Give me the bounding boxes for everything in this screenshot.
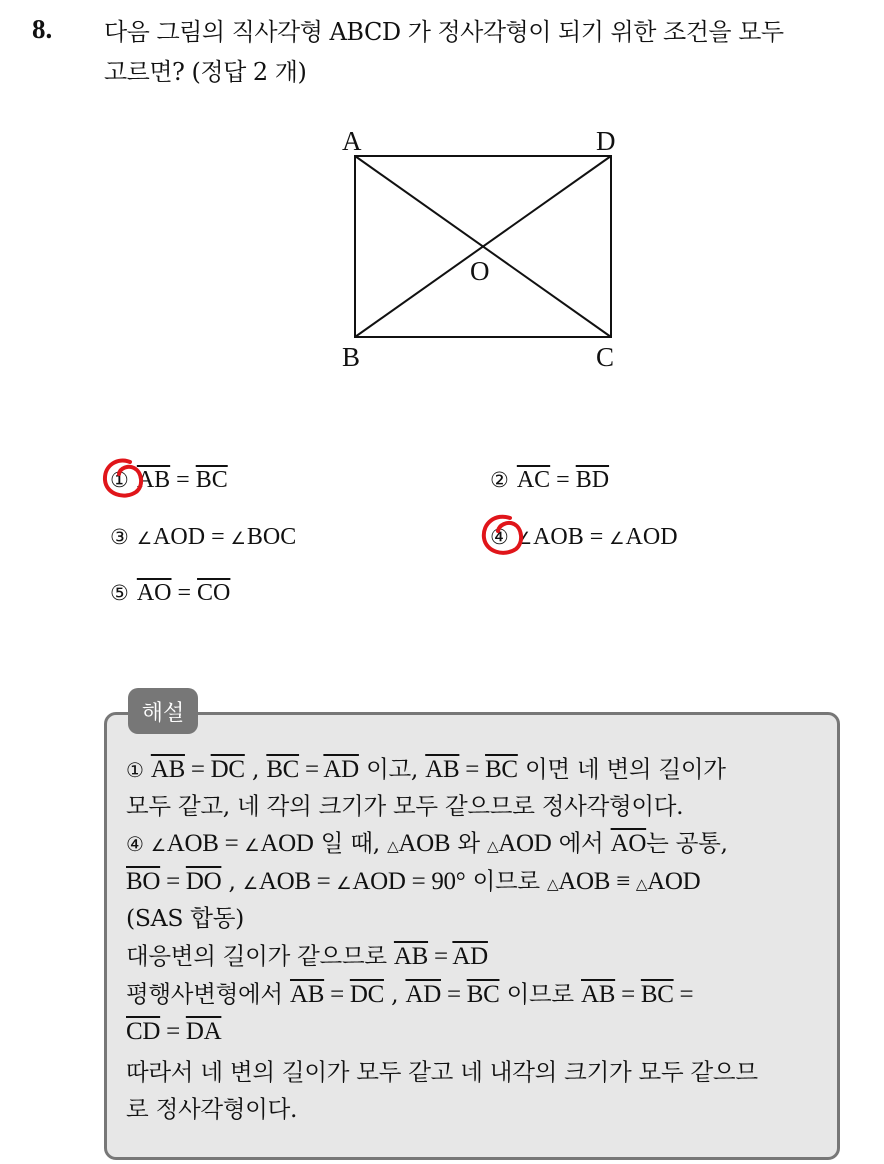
separator: , [244, 755, 267, 783]
equals: = [324, 981, 350, 1008]
explanation-line-2: 모두 같고, 네 각의 크기가 모두 같으므로 정사각형이다. [126, 792, 684, 820]
equals: = [160, 1018, 186, 1045]
angle-symbol: ∠ [244, 836, 260, 856]
segment: $\overline{BC}$ [466, 981, 500, 1008]
segment: $\overline{AB}$ [425, 756, 460, 783]
circled-number: ① [126, 758, 144, 782]
segment: $\overline{AB}$ [581, 981, 616, 1008]
triangle-name: AOD [498, 830, 552, 857]
equals: = [550, 467, 576, 493]
equals: = [171, 580, 198, 606]
vertex-label-a: A [342, 126, 362, 156]
explanation-line-6 [126, 939, 488, 974]
question-line-2: 고르면? (정답 2 개) [104, 58, 307, 86]
triangle-symbol: △ [387, 837, 399, 855]
text: 에서 [551, 829, 611, 857]
rectangle-figure [330, 122, 640, 376]
segment: $\overline{AB}$ [136, 467, 171, 493]
triangle-name: AOB [558, 868, 611, 895]
question-text [104, 12, 864, 92]
segment: $\overline{CO}$ [197, 580, 231, 606]
angle-symbol: ∠ [336, 874, 352, 894]
text: 이고, [358, 755, 426, 783]
angle-name: AOD [153, 524, 206, 550]
equals: = [428, 943, 453, 970]
segment: $\overline{BD}$ [575, 467, 610, 493]
angle-name: AOB [258, 868, 311, 895]
answer-mark-1 [100, 456, 150, 502]
segment: $\overline{DO}$ [185, 868, 222, 895]
rectangle-diagram [330, 122, 640, 372]
separator: , [221, 867, 243, 895]
angle-name: AOD [260, 830, 314, 857]
choice-3[interactable] [110, 521, 296, 555]
explanation-line-7 [126, 977, 693, 1012]
triangle-name: AOB [398, 830, 451, 857]
segment: $\overline{DA}$ [185, 1018, 222, 1045]
segment: $\overline{AO}$ [136, 580, 172, 606]
angle-symbol: ∠ [230, 529, 246, 549]
explanation-line-5: (SAS 합동) [126, 904, 244, 932]
angle-name: AOD [625, 524, 678, 550]
explanation-tag: 해설 [128, 688, 198, 734]
explanation-line-3 [126, 826, 728, 863]
angle-symbol: ∠ [150, 836, 166, 856]
choice-number: ② [490, 468, 509, 492]
angle-symbol: ∠ [516, 529, 533, 549]
segment: $\overline{BO}$ [126, 868, 161, 895]
choice-number: ① [110, 468, 129, 492]
equals: = [310, 868, 337, 895]
triangle-symbol: △ [635, 875, 648, 893]
triangle-symbol: △ [486, 837, 499, 855]
segment: $\overline{AD}$ [452, 943, 488, 970]
equals: = [184, 756, 211, 783]
segment: $\overline{AB}$ [393, 943, 429, 970]
angle-name: AOB [166, 830, 219, 857]
angle-name: BOC [246, 524, 297, 550]
equals: = [218, 830, 245, 857]
equals: = [170, 467, 196, 493]
congruence-symbol: ≡ [610, 868, 636, 895]
choice-number: ⑤ [110, 581, 129, 605]
segment: $\overline{AC}$ [516, 467, 551, 493]
text: 는 공통, [646, 829, 728, 857]
equals: = [673, 981, 694, 1008]
explanation-line-8 [126, 1014, 221, 1049]
segment: $\overline{CD}$ [126, 1018, 161, 1045]
segment: $\overline{DC}$ [210, 756, 245, 783]
segment: $\overline{AB}$ [289, 981, 325, 1008]
angle-symbol: ∠ [136, 529, 153, 549]
triangle-symbol: △ [547, 875, 559, 893]
text: 이므로 [465, 867, 547, 895]
equals: = [583, 524, 610, 550]
circled-number: ④ [126, 832, 144, 856]
text: 와 [450, 829, 487, 857]
vertex-label-c: C [596, 342, 615, 372]
text: 이면 네 변의 길이가 [517, 755, 726, 783]
choice-2[interactable] [490, 464, 609, 496]
equals: = [459, 756, 486, 783]
angle-value: 90° [431, 868, 466, 895]
equals: = [615, 981, 641, 1008]
segment: $\overline{AO}$ [610, 830, 647, 857]
equals: = [160, 868, 186, 895]
choice-5[interactable] [110, 577, 230, 609]
question-number: 8. [32, 14, 53, 44]
answer-mark-4 [478, 512, 533, 560]
equals: = [205, 524, 231, 550]
segment: $\overline{BC}$ [266, 756, 300, 783]
text: 이므로 [499, 980, 581, 1008]
equals: = [405, 868, 432, 895]
explanation-line-9: 따라서 네 변의 길이가 모두 같고 네 내각의 크기가 모두 같으므 [126, 1058, 758, 1086]
angle-symbol: ∠ [609, 529, 625, 549]
angle-symbol: ∠ [242, 874, 258, 894]
vertex-label-b: B [342, 342, 361, 372]
text: 일 때, [313, 829, 388, 857]
segment: $\overline{AB}$ [150, 756, 185, 783]
explanation-line-10: 로 정사각형이다. [126, 1095, 298, 1123]
explanation-line-4 [126, 864, 700, 901]
equals: = [299, 756, 324, 783]
choice-number: ④ [490, 525, 509, 549]
text: 평행사변형에서 [126, 980, 290, 1008]
separator: , [383, 980, 406, 1008]
angle-name: AOD [352, 868, 406, 895]
text: 대응변의 길이가 같으므로 [126, 942, 394, 970]
segment: $\overline{BC}$ [195, 467, 228, 493]
choice-number: ③ [110, 525, 129, 549]
segment: $\overline{BC}$ [485, 756, 518, 783]
segment: $\overline{DC}$ [349, 981, 384, 1008]
vertex-label-d: D [596, 126, 616, 156]
explanation-line-1 [126, 752, 726, 787]
question-line-1: 다음 그림의 직사각형 ABCD 가 정사각형이 되기 위한 조건을 모두 [104, 18, 784, 46]
triangle-name: AOD [647, 868, 701, 895]
angle-name: AOB [533, 524, 584, 550]
center-label-o: O [470, 256, 490, 286]
segment: $\overline{AD}$ [323, 756, 359, 783]
segment: $\overline{AD}$ [405, 981, 441, 1008]
equals: = [441, 981, 467, 1008]
segment: $\overline{BC}$ [640, 981, 674, 1008]
